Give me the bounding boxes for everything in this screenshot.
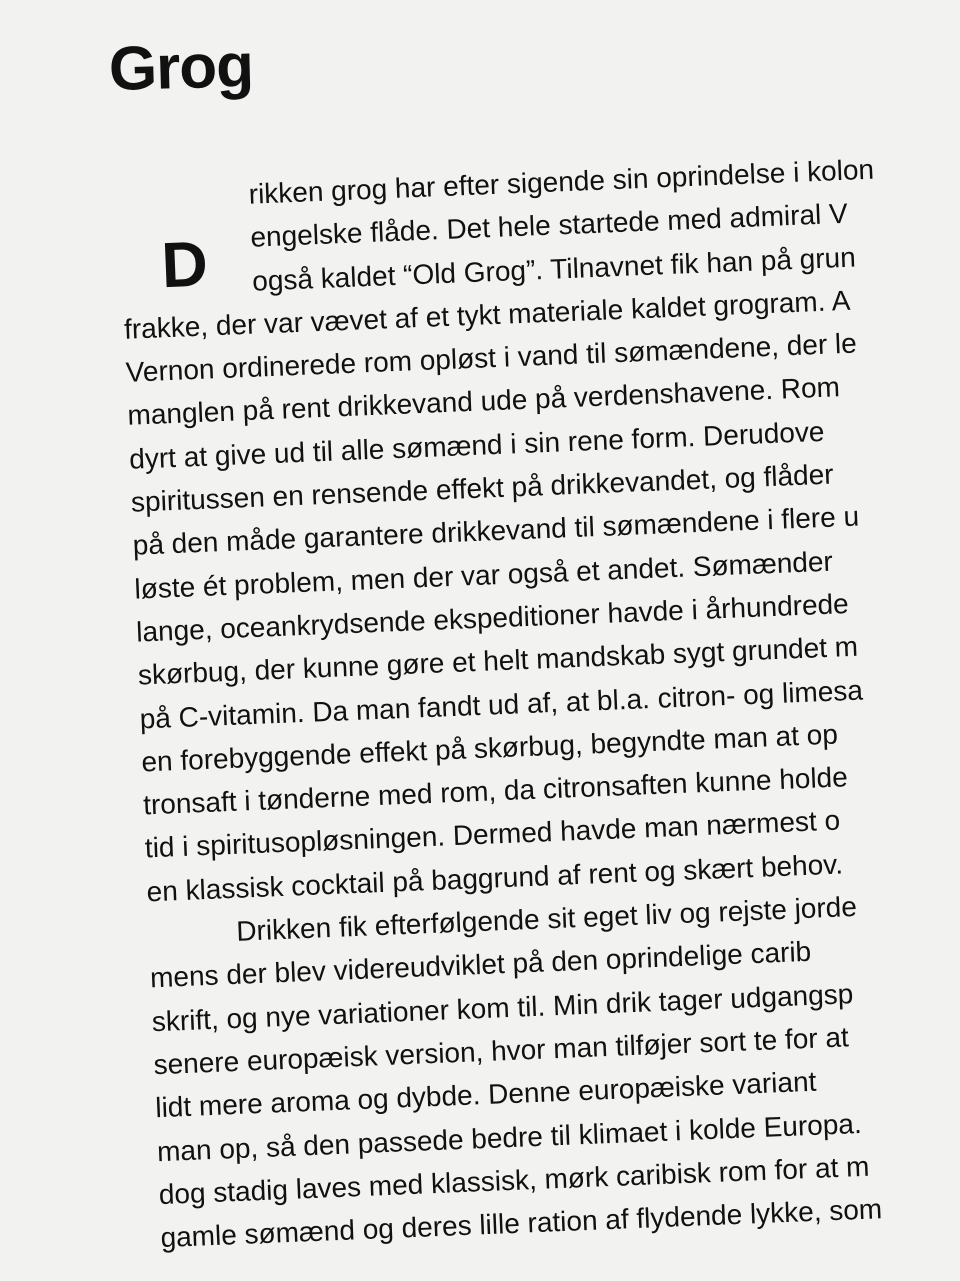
text-line: på C-vitamin. Da man fandt ud af, at bl.a. citron- og limesa [139, 674, 864, 735]
drop-cap: D [160, 227, 210, 302]
text-line: skørbug, der kunne gøre et helt mandskab sygt grundet m [137, 630, 859, 691]
page-title: Grog [108, 31, 254, 104]
text-line: lange, oceankrydsende ekspeditioner havde i århundrede [135, 588, 850, 648]
text-line: løste ét problem, men der var også et andet. Sømænder [133, 545, 834, 605]
text-line: tid i spiritusopløsningen. Dermed havde man nærmest o [144, 805, 841, 864]
text-line: gamle sømænd og deres lille ration af flydende lykke, som [159, 1193, 883, 1254]
text-line: senere europæisk version, hvor man tilføjer sort te for at [152, 1021, 850, 1081]
text-line: man op, så den passede bedre til klimaet i kolde Europa. [156, 1107, 863, 1167]
text-line: engelske flåde. Det hele startede med admiral V [249, 198, 849, 254]
text-line: tronsaft i tønderne med rom, da citronsaften kunne holde [142, 761, 849, 821]
text-line: Vernon ordinerede rom opløst i vand til sømændene, der le [125, 327, 858, 389]
text-line: også kaldet “Old Grog”. Tilnavnet fik han på grun [251, 241, 857, 297]
text-line: en forebyggende effekt på skørbug, begyndte man at op [140, 718, 839, 778]
paragraph-lines [118, 138, 960, 1260]
text-line: skrift, og nye variationer kom til. Min drik tager udgangsp [151, 977, 854, 1037]
text-line: på den måde garantere drikkevand til sømændene i flere u [132, 500, 860, 562]
text-line: frakke, der var vævet af et tykt materiale kaldet grogram. A [123, 284, 851, 345]
text-line: Drikken fik efterfølgende sit eget liv og rejste jorde [235, 890, 858, 947]
text-line: spiritussen en rensende effekt på drikkevandet, og flåder [130, 458, 835, 518]
text-line: en klassisk cocktail på baggrund af rent og skært behov. [146, 848, 844, 908]
text-line: manglen på rent drikkevand ude på verdenshavene. Rom [126, 371, 841, 432]
body-text [118, 138, 960, 1260]
text-line: mens der blev videreudviklet på den oprindelige carib [149, 936, 812, 994]
text-line: lidt mere aroma og dybde. Denne europæiske variant [154, 1065, 817, 1124]
text-line: rikken grog har efter sigende sin oprindelse i kolon [248, 153, 875, 210]
text-line: dyrt at give ud til alle sømænd i sin rene form. Derudove [128, 415, 825, 475]
text-line: dog stadig laves med klassisk, mørk caribisk rom for at m [158, 1150, 870, 1210]
